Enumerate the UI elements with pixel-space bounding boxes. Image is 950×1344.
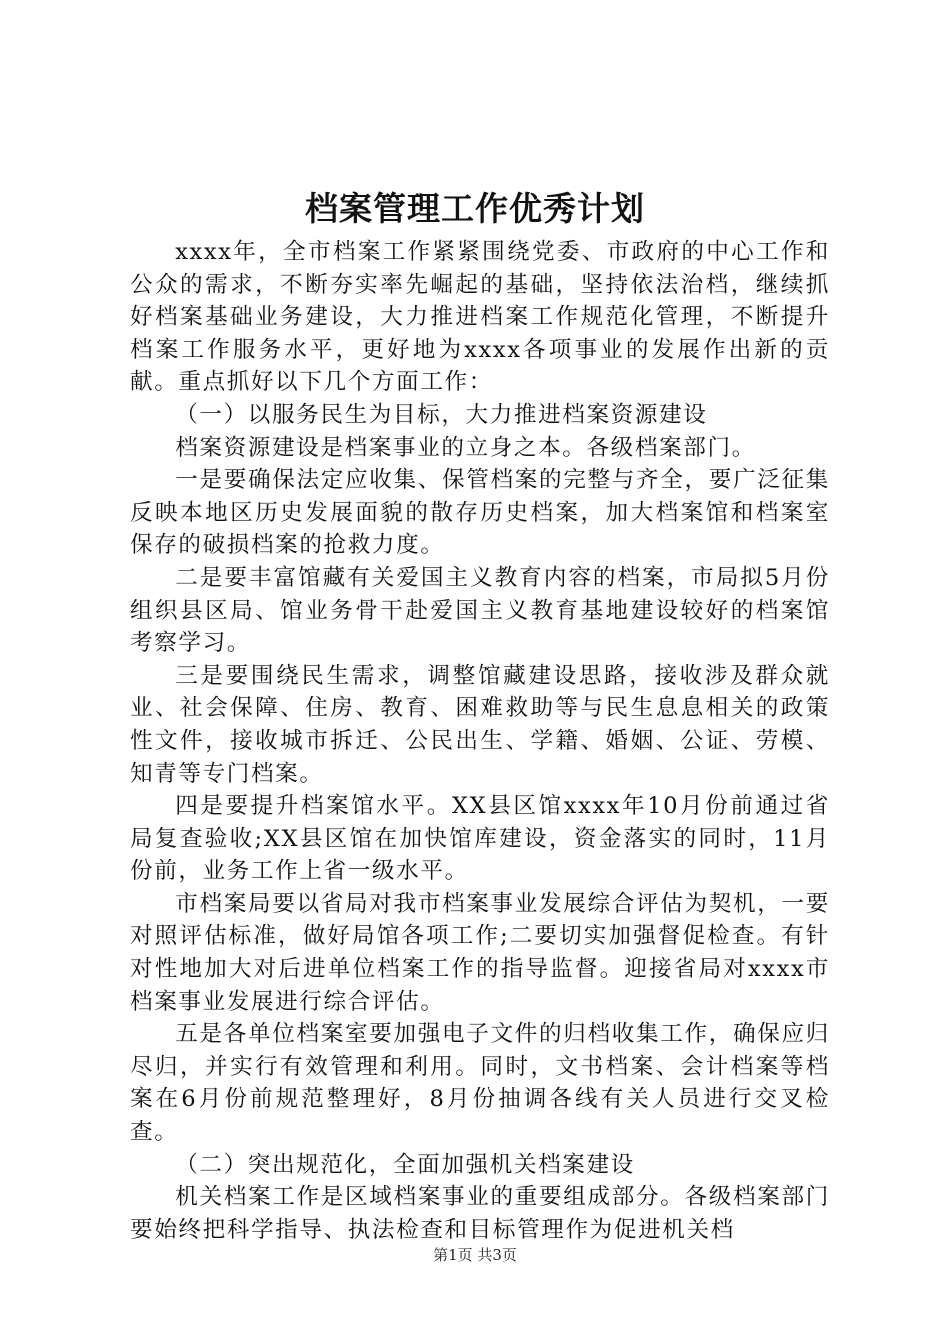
paragraph-intro: xxxx年，全市档案工作紧紧围绕党委、市政府的中心工作和公众的需求，不断夯实率先崛起的基础，坚持依法治档，继续抓好档案基础业务建设，大力推进档案工作规范化管理，不断提升档案工作服务水平，更好地为xxxx各项事业的发展作出新的贡献。重点抓好以下几个方面工作： xyxy=(130,239,830,396)
paragraph: 一是要确保法定应收集、保管档案的完整与齐全，要广泛征集反映本地区历史发展面貌的散存历史档案，加大档案馆和档案室保存的破损档案的抢救力度。 xyxy=(130,467,830,559)
section-heading-1: （一）以服务民生为目标，大力推进档案资源建设 xyxy=(175,401,708,428)
paragraph: 五是各单位档案室要加强电子文件的归档收集工作，确保应归尽归，并实行有效管理和利用。同时，文书档案、会计档案等档案在6月份前规范整理好，8月份抽调各线有关人员进行交叉检查。 xyxy=(130,1021,830,1146)
paragraph: 四是要提升档案馆水平。XX县区馆xxxx年10月份前通过省局复查验收;XX县区馆在加快馆库建设，资金落实的同时，11月份前，业务工作上省一级水平。 xyxy=(130,793,830,885)
paragraph: 二是要丰富馆藏有关爱国主义教育内容的档案，市局拟5月份组织县区局、馆业务骨干赴爱国主义教育基地建设较好的档案馆考察学习。 xyxy=(130,564,830,657)
paragraph: 档案资源建设是档案事业的立身之本。各级档案部门。 xyxy=(175,434,756,461)
paragraph: 市档案局要以省局对我市档案事业发展综合评估为契机，一要对照评估标准，做好局馆各项工作;二要切实加强督促检查。有针对性地加大对后进单位档案工作的指导监督。迎接省局对xxxx市档案事业发展进行综合评估。 xyxy=(130,890,830,1015)
page-number-footer: 第1页 共3页 xyxy=(433,1246,517,1264)
paragraph: 三是要围绕民生需求，调整馆藏建设思路，接收涉及群众就业、社会保障、住房、教育、困难救助等与民生息息相关的政策性文件，接收城市拆迁、公民出生、学籍、婚姻、公证、劳模、知青等专门档案。 xyxy=(130,662,830,787)
document-title: 档案管理工作优秀计划 xyxy=(305,189,645,228)
document-body xyxy=(130,236,830,1246)
paragraph: 机关档案工作是区域档案事业的重要组成部分。各级档案部门要始终把科学指导、执法检查和目标管理作为促进机关档 xyxy=(130,1184,830,1243)
section-heading-2: （二）突出规范化，全面加强机关档案建设 xyxy=(175,1151,635,1178)
